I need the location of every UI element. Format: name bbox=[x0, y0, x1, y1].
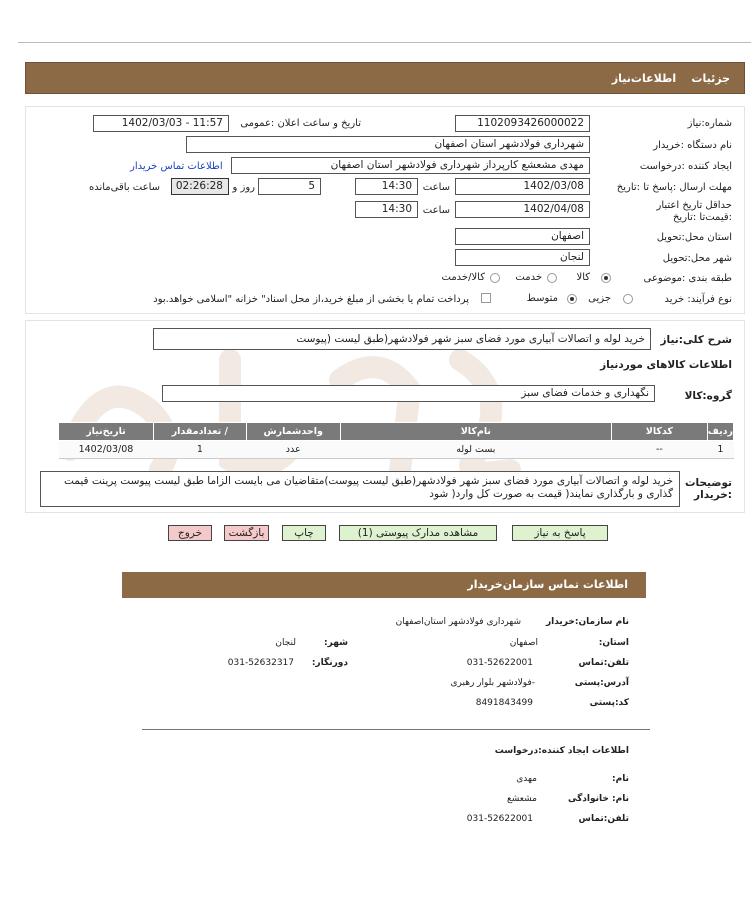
validity-date-field: 1402/04/08 bbox=[455, 201, 590, 218]
days-label: روز و bbox=[232, 182, 255, 193]
cell-row: 1 bbox=[707, 441, 733, 459]
notes-field: خرید لوله و اتصالات آبیاری مورد فضای سبز شهر فولادشهر(طبق لیست پیوست)متقاضیان می بایست الزاما طبق لیست پیوست پرینت قیمت گذاری و بارگذاری نمایند( قیمت به صورت کل وارد( شود bbox=[40, 471, 680, 507]
process-label: نوع فرآیند: خرید bbox=[664, 294, 732, 305]
reply-button[interactable]: پاسخ به نیاز bbox=[512, 525, 608, 541]
announce-label: تاریخ و ساعت اعلان :عمومی bbox=[240, 118, 361, 129]
creator-phone-value: 031-52622001 bbox=[466, 814, 533, 824]
need-number-label: شماره:نیاز bbox=[687, 118, 732, 129]
breadcrumb-details[interactable]: جزئیات bbox=[691, 72, 730, 85]
notes-label: توضیحات :خریدار bbox=[684, 477, 732, 501]
creator-family-label: نام: خانوادگی bbox=[567, 794, 629, 804]
deadline-label: مهلت ارسال :پاسخ تا :تاریخ bbox=[616, 182, 732, 193]
contact-title: اطلاعات تماس سازمان‌خریدار bbox=[467, 578, 628, 591]
payment-note: پرداخت تمام یا بخشی از مبلغ خرید،از محل اسناد" خزانه "اسلامی خواهد.بود bbox=[153, 294, 469, 305]
requester-label: ایجاد کننده :درخواست bbox=[639, 161, 732, 172]
goods-info-heading: اطلاعات کالاهای موردنیاز bbox=[600, 359, 732, 371]
cell-quantity: 1 bbox=[153, 441, 246, 459]
cell-code: -- bbox=[611, 441, 707, 459]
contact-header bbox=[122, 572, 646, 598]
process-radio-medium[interactable] bbox=[567, 294, 577, 304]
contact-fax-label: دورنگار: bbox=[311, 658, 348, 668]
top-divider bbox=[18, 42, 751, 43]
cell-date: 1402/03/08 bbox=[59, 441, 154, 459]
contact-province-value: اصفهان bbox=[509, 638, 538, 648]
contact-postal-value: 8491843499 bbox=[475, 698, 533, 708]
goods-table-header bbox=[59, 423, 734, 441]
contact-phone-value: 031-52622001 bbox=[466, 658, 533, 668]
contact-province-label: استان: bbox=[598, 638, 629, 648]
buyer-contact-link[interactable]: اطلاعات تماس خریدار bbox=[130, 161, 223, 172]
requester-field: مهدی مشعشع کارپرداز شهرداری فولادشهر استان اصفهان bbox=[231, 157, 590, 174]
process-minor-label: جزیی bbox=[588, 293, 611, 304]
category-goods-label: کالا bbox=[576, 272, 590, 283]
contact-postal-label: کد:پستی bbox=[589, 698, 629, 708]
creator-name-label: نام: bbox=[612, 774, 629, 784]
process-radio-minor[interactable] bbox=[623, 294, 633, 304]
table-row bbox=[59, 441, 734, 459]
buyer-org-field: شهرداری فولادشهر استان اصفهان bbox=[186, 136, 590, 153]
remaining-label: ساعت باقی‌مانده bbox=[88, 182, 160, 193]
process-medium-label: متوسط bbox=[526, 293, 558, 304]
goods-group-label: گروه:کالا bbox=[684, 390, 732, 402]
category-label: طبقه بندی :موضوعی bbox=[643, 273, 732, 284]
summary-field: خرید لوله و اتصالات آبیاری مورد فضای سبز شهر فولادشهر(طبق لیست (پیوست bbox=[153, 328, 651, 350]
creator-phone-label: تلفن:تماس bbox=[578, 814, 629, 824]
category-radio-goods[interactable] bbox=[601, 273, 611, 283]
creator-family-value: مشعشع bbox=[506, 794, 537, 804]
contact-org-label: نام سازمان:خریدار bbox=[545, 617, 629, 627]
col-unit: واحدشمارش bbox=[246, 423, 340, 441]
contact-divider bbox=[142, 729, 650, 730]
contact-address-label: آدرس:پستی bbox=[574, 678, 629, 688]
buyer-org-label: نام دستگاه :خریدار bbox=[653, 140, 732, 151]
breadcrumb bbox=[612, 72, 730, 85]
col-name: نام‌کالا bbox=[340, 423, 611, 441]
city-field: لنجان bbox=[455, 249, 590, 266]
summary-label: شرح کلی:نیاز bbox=[660, 334, 732, 346]
col-date: تاریخ‌نیاز bbox=[59, 423, 154, 441]
breadcrumb-need-info[interactable]: اطلاعات‌نیاز bbox=[611, 72, 677, 85]
col-row: ردیف bbox=[707, 423, 733, 441]
treasury-checkbox[interactable] bbox=[481, 293, 491, 303]
contact-address-value: -فولادشهر بلوار رهبری bbox=[450, 678, 535, 688]
province-field: اصفهان bbox=[455, 228, 590, 245]
print-button[interactable]: چاپ bbox=[282, 525, 326, 541]
province-label: استان محل:تحویل bbox=[656, 232, 732, 243]
attachments-button[interactable]: مشاهده مدارک پیوستی (1) bbox=[339, 525, 497, 541]
validity-time-field: 14:30 bbox=[355, 201, 418, 218]
category-both-label: کالا/خدمت bbox=[441, 272, 485, 283]
need-number-field: 1102093426000022 bbox=[455, 115, 590, 132]
deadline-date-field: 1402/03/08 bbox=[455, 178, 590, 195]
category-service-label: خدمت bbox=[515, 272, 542, 283]
category-radio-service[interactable] bbox=[547, 273, 557, 283]
contact-city-value: لنجان bbox=[275, 638, 296, 648]
creator-name-value: مهدی bbox=[516, 774, 537, 784]
days-field: 5 bbox=[258, 178, 321, 195]
contact-city-label: شهر: bbox=[324, 638, 348, 648]
contact-phone-label: تلفن:تماس bbox=[578, 658, 629, 668]
deadline-time-label: ساعت bbox=[422, 182, 450, 193]
col-quantity: / تعدادمقدار bbox=[153, 423, 246, 441]
deadline-time-field: 14:30 bbox=[355, 178, 418, 195]
exit-button[interactable]: خروج bbox=[168, 525, 212, 541]
page-header bbox=[25, 62, 745, 94]
cell-unit: عدد bbox=[246, 441, 340, 459]
goods-table bbox=[58, 422, 734, 459]
cell-name: بست لوله bbox=[340, 441, 611, 459]
validity-time-label: ساعت bbox=[422, 205, 450, 216]
creator-title: اطلاعات ایجاد کننده:درخواست bbox=[494, 746, 629, 756]
category-radio-both[interactable] bbox=[490, 273, 500, 283]
remaining-time-badge: 02:26:28 bbox=[171, 178, 229, 195]
back-button[interactable]: بازگشت bbox=[224, 525, 269, 541]
contact-fax-value: 031-52632317 bbox=[227, 658, 294, 668]
col-code: کدکالا bbox=[611, 423, 707, 441]
goods-group-field: نگهداری و خدمات فضای سبز bbox=[162, 385, 655, 402]
validity-label: حداقل تاریخ اعتبار :قیمت‌تا :تاریخ bbox=[656, 200, 732, 223]
city-label: شهر محل:تحویل bbox=[662, 253, 732, 264]
announce-field: 1402/03/03 - 11:57 bbox=[93, 115, 229, 132]
contact-org-value: شهرداری فولادشهر استان‌اصفهان bbox=[395, 617, 521, 627]
